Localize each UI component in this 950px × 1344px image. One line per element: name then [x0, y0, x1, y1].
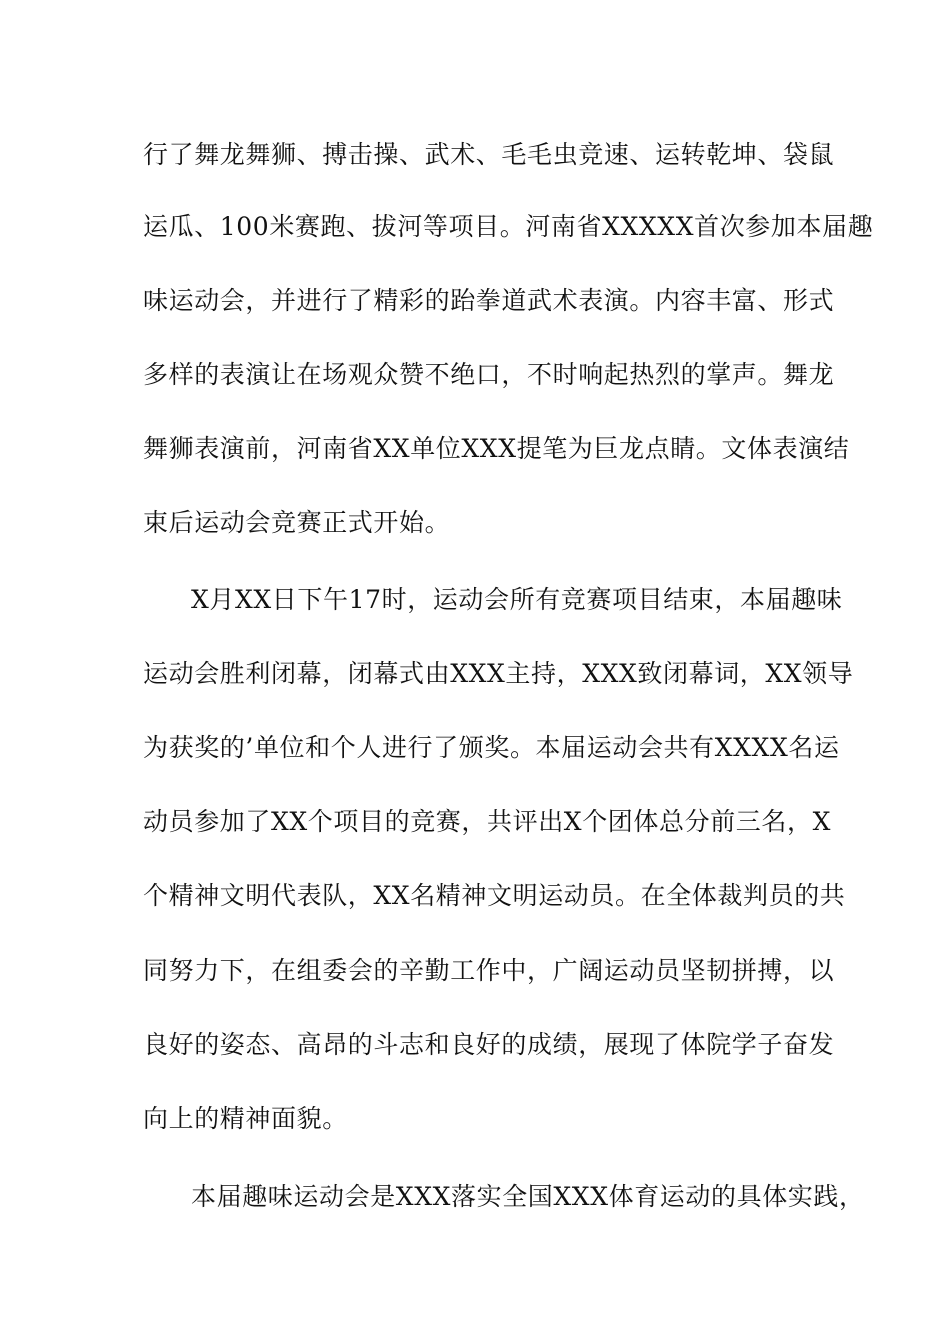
text-line: 舞狮表演前，河南省XX单位XXX提笔为巨龙点睛。文体表演结 — [143, 434, 850, 463]
text-line: 动员参加了XX个项目的竞赛，共评出X个团体总分前三名，X — [143, 807, 831, 836]
text-line: 运瓜、100米赛跑、拔河等项目。河南省XXXXX首次参加本届趣 — [143, 212, 874, 241]
text-line: 多样的表演让在场观众赞不绝口，不时响起热烈的掌声。舞龙 — [143, 360, 835, 389]
text-line: 运动会胜利闭幕，闭幕式由XXX主持，XXX致闭幕词，XX领导 — [143, 659, 854, 688]
text-line: 个精神文明代表队，XX名精神文明运动员。在全体裁判员的共 — [143, 881, 846, 910]
text-line: 行了舞龙舞狮、搏击操、武术、毛毛虫竞速、运转乾坤、袋鼠 — [143, 140, 835, 169]
text-line: 向上的精神面貌。 — [143, 1104, 348, 1133]
text-line: X月XX日下午17时，运动会所有竞赛项目结束，本届趣味 — [191, 585, 843, 614]
text-line: 良好的姿态、高昂的斗志和良好的成绩，展现了体院学子奋发 — [143, 1030, 835, 1059]
text-line: 味运动会，并进行了精彩的跆拳道武术表演。内容丰富、形式 — [143, 286, 835, 315]
text-line: 同努力下，在组委会的辛勤工作中，广阔运动员坚韧拼搏，以 — [143, 956, 835, 985]
text-line: 本届趣味运动会是XXX落实全国XXX体育运动的具体实践， — [191, 1182, 865, 1211]
text-line: 为获奖的’单位和个人进行了颁奖。本届运动会共有XXXX名运 — [143, 733, 840, 762]
text-line: 束后运动会竞赛正式开始。 — [143, 508, 451, 537]
